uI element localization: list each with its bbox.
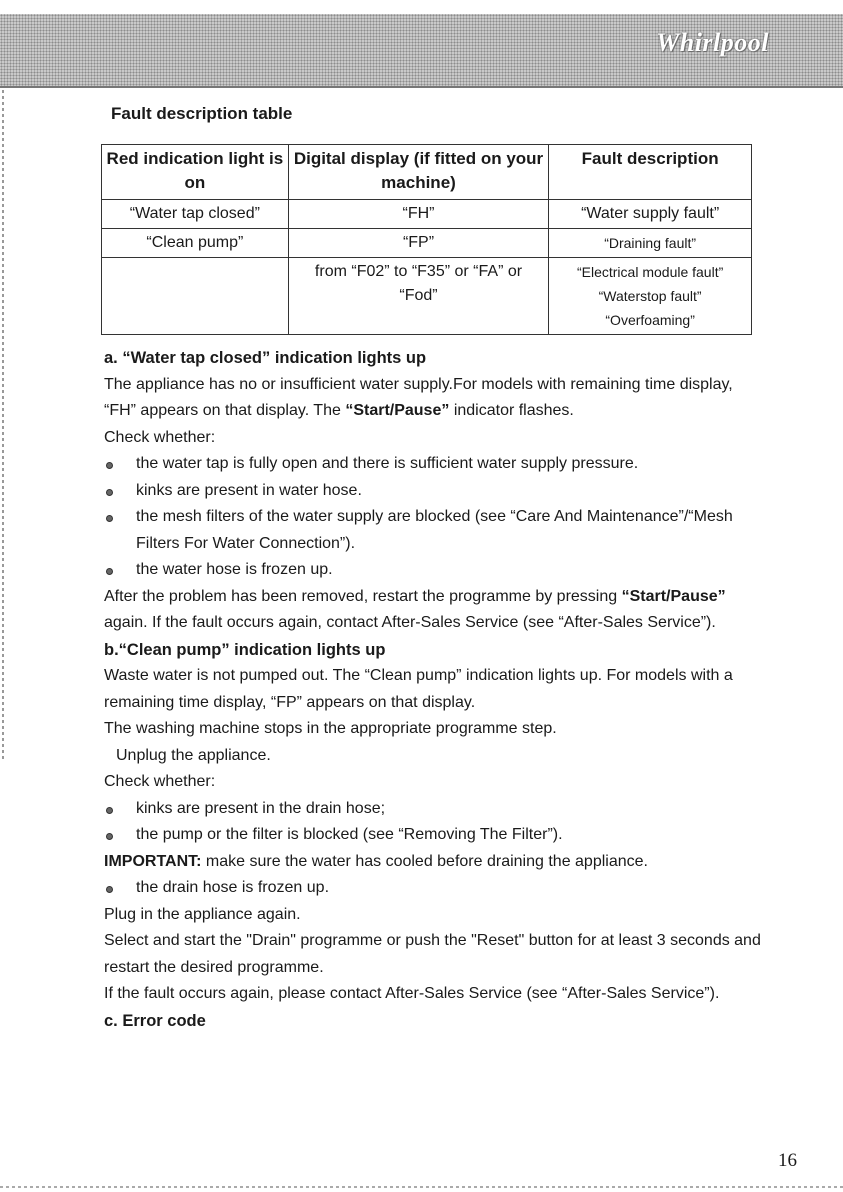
page-content: [104, 345, 764, 1034]
cell-fault-line: “Overfoaming”: [605, 312, 695, 328]
brand-logo: Whirlpool: [656, 28, 769, 57]
column-header-light: Red indication light is on: [102, 145, 289, 200]
paragraph-waste: Waste water is not pumped out. The “Clean pump” indication lights up. For models with a remaining time display, “FP” appears on that display.: [104, 667, 733, 711]
start-pause-label: “Start/Pause”: [345, 402, 450, 419]
scan-edge: [2, 90, 4, 760]
cell-fault-line: “Electrical module fault”: [576, 264, 724, 280]
cell-light: “Clean pump”: [102, 229, 289, 258]
cell-display: “FP”: [288, 229, 549, 258]
section-title: Fault description table: [111, 104, 293, 123]
column-header-fault: Fault description: [549, 145, 752, 200]
list-item: the water tap is fully open and there is sufficient water supply pressure.: [104, 451, 764, 478]
cell-fault-line: “Waterstop fault”: [598, 288, 702, 304]
fault-description-table: [101, 144, 752, 335]
cell-display-line: “Fod”: [399, 287, 438, 304]
table-row: [102, 200, 752, 229]
cell-fault: [549, 258, 752, 335]
cell-display-line: from “F02” to “F35” or “FA” or: [314, 263, 523, 280]
list-item: kinks are present in the drain hose;: [104, 796, 764, 823]
paragraph-stops: The washing machine stops in the appropriate programme step.: [104, 720, 557, 737]
important-note: [104, 849, 764, 876]
intro-text: The appliance has no or insufficient water supply.For models with remaining time display, “FH” appears on that display. The: [104, 375, 733, 419]
list-item: kinks are present in water hose.: [104, 478, 764, 505]
after-text: After the problem has been removed, restart the programme by pressing: [104, 587, 618, 605]
table-row: [102, 229, 752, 258]
list-item: the mesh filters of the water supply are blocked (see “Care And Maintenance”/“Mesh Filters For Water Connection”).: [104, 504, 764, 557]
intro-text-end: indicator flashes.: [453, 402, 574, 419]
table-row: [102, 258, 752, 335]
bottom-rule: [0, 1186, 843, 1188]
important-label: IMPORTANT:: [104, 852, 202, 870]
page-number: 16: [778, 1150, 797, 1171]
cell-light: [102, 258, 289, 335]
cell-fault: “Water supply fault”: [549, 200, 752, 229]
paragraph-again: If the fault occurs again, please contact After-Sales Service (see “After-Sales Service”).: [104, 985, 720, 1002]
heading-section-b: b.“Clean pump” indication lights up: [104, 640, 386, 659]
important-text: make sure the water has cooled before draining the appliance.: [205, 852, 648, 870]
cell-display: “FH”: [288, 200, 549, 229]
bullet-list: [104, 451, 764, 584]
cell-display: [288, 258, 549, 335]
paragraph-after: [104, 584, 764, 637]
paragraph-select: Select and start the "Drain" programme or push the "Reset" button for at least 3 seconds and restart the desired programme.: [104, 932, 761, 976]
check-label: Check whether:: [104, 773, 216, 790]
heading-section-a: a. “Water tap closed” indication lights up: [104, 349, 427, 367]
paragraph-unplug: Unplug the appliance.: [116, 746, 271, 764]
cell-fault: “Draining fault”: [549, 229, 752, 258]
header-band: [0, 14, 843, 88]
after-text-end: again. If the fault occurs again, contact After-Sales Service (see “After-Sales Service”).: [104, 614, 716, 631]
heading-section-c: c. Error code: [104, 1011, 206, 1030]
paragraph-plug: Plug in the appliance again.: [104, 905, 301, 923]
table-header-row: [102, 145, 752, 200]
list-item: the water hose is frozen up.: [104, 557, 764, 584]
check-label: Check whether:: [104, 428, 216, 446]
bullet-list: [104, 875, 764, 902]
list-item: the pump or the filter is blocked (see “Removing The Filter”).: [104, 822, 764, 849]
column-header-display: Digital display (if fitted on your machine): [288, 145, 549, 200]
start-pause-label: “Start/Pause”: [621, 587, 726, 605]
list-item: the drain hose is frozen up.: [104, 875, 764, 902]
bullet-list: [104, 796, 764, 849]
paragraph-intro: [104, 372, 764, 425]
cell-light: “Water tap closed”: [102, 200, 289, 229]
